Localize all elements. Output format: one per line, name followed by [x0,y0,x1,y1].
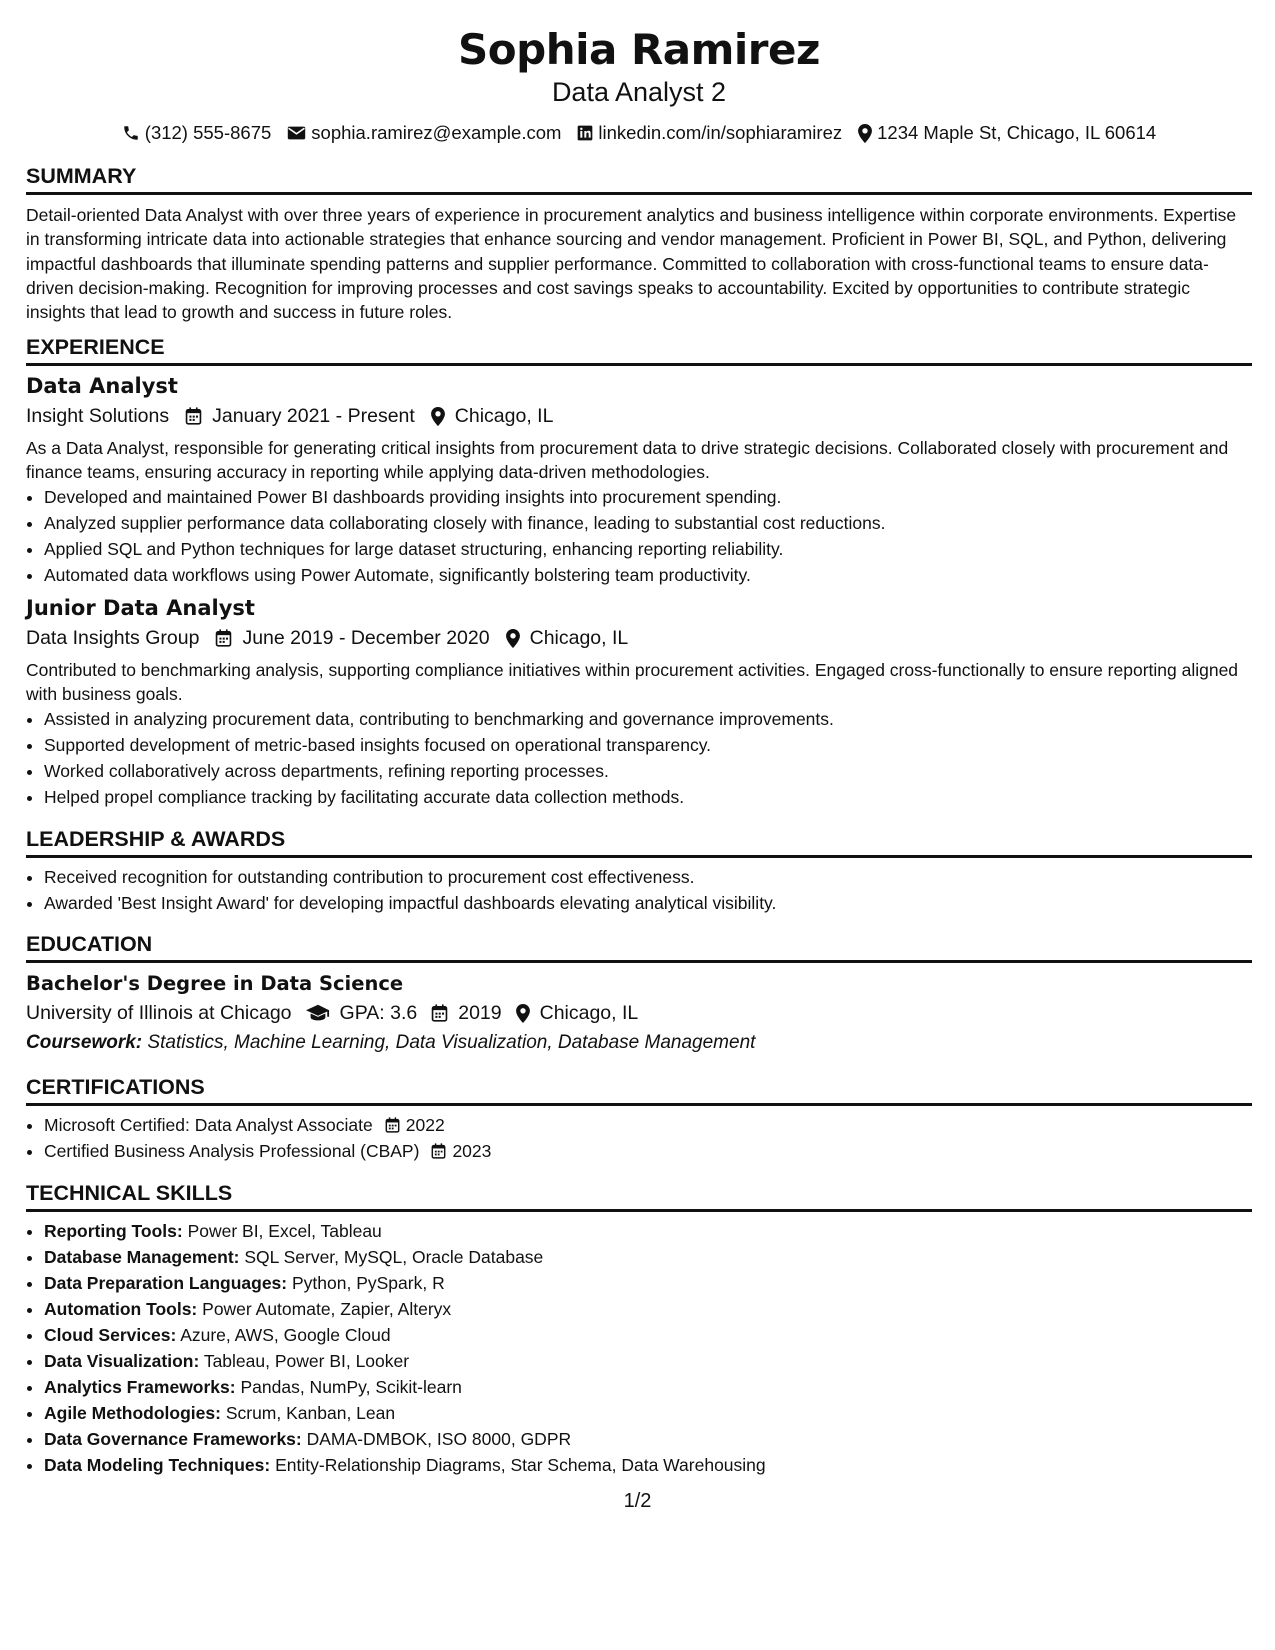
education-meta [26,999,1252,1027]
job-dates: June 2019 - December 2020 [242,627,490,649]
leadership-section [26,825,1252,916]
list-item: • Awarded 'Best Insight Award' for developing impactful dashboards elevating analytical visibility. [44,890,1252,916]
certification-name: • Certified Business Analysis Professional (CBAP) [44,1141,420,1161]
list-item [44,1374,1252,1400]
calendar-icon [431,1143,446,1159]
skill-label: Reporting Tools: [44,1221,183,1241]
resume-header [26,24,1252,145]
summary-section [26,162,1252,324]
job-bullets [26,706,1252,810]
skill-label: Data Governance Frameworks: [44,1429,302,1449]
education-section [26,930,1252,1057]
contact-email[interactable] [287,122,561,144]
list-item [44,1138,1252,1164]
summary-text: Detail-oriented Data Analyst with over three years of experience in procurement analytics and business intelligence within corporate environments. Expertise in transforming intricate data into actionable strategies that enhance sourcing and vendor management. Proficient in Power BI, SQL, and Python, delivering impactful dashboards that illuminate spending patterns and supplier performance. Committed to collaboration with cross-functional teams to ensure data-driven decision-making. Recognition for improving processes and cost savings speaks to accountability. Excited by opportunities to contribute strategic insights that lead to growth and success in future roles. [26,205,1237,323]
job-entry [26,594,1252,810]
section-title: CERTIFICATIONS [26,1073,1252,1106]
list-item: • Received recognition for outstanding contribution to procurement cost effectiveness. [44,864,1252,890]
list-item: • Assisted in analyzing procurement data, contributing to benchmarking and governance improvements. [44,706,1252,732]
coursework-line [26,1029,1252,1057]
section-title: EDUCATION [26,930,1252,963]
job-title: Junior Data Analyst [26,596,255,620]
phone-icon [122,124,140,142]
skill-list [26,1218,1252,1478]
linkedin-icon [577,125,593,141]
calendar-icon [431,1004,448,1022]
graduation-cap-icon [306,1004,330,1022]
skill-label: Cloud Services: [44,1325,177,1345]
skill-value: Scrum, Kanban, Lean [225,1403,396,1423]
section-title: EXPERIENCE [26,333,1252,366]
list-item [44,1452,1252,1478]
list-item [44,1348,1252,1374]
skill-value: Entity-Relationship Diagrams, Star Schema, Data Warehousing [275,1455,766,1475]
email-link[interactable]: sophia.ramirez@example.com [311,122,562,143]
map-pin-icon [516,1004,530,1023]
skill-value: Pandas, NumPy, Scikit-learn [240,1377,462,1397]
experience-section [26,333,1252,810]
contact-address [858,122,1156,144]
skill-label: Automation Tools: [44,1299,198,1319]
certifications-section [26,1073,1252,1164]
skill-value: Python, PySpark, R [292,1273,445,1293]
job-description: Contributed to benchmarking analysis, supporting compliance initiatives within procurement activities. Engaged cross-functionally to ensure reporting aligned with business goals. [26,660,1239,704]
award-list [26,864,1252,916]
job-meta [26,402,1252,430]
phone-text: (312) 555-8675 [144,122,272,143]
skill-value: Power Automate, Zapier, Alteryx [202,1299,452,1319]
skill-value: Power BI, Excel, Tableau [187,1221,382,1241]
skill-label: Data Visualization: [44,1351,200,1371]
job-description: As a Data Analyst, responsible for generating critical insights from procurement data to drive strategic decisions. Collaborated closely with procurement and finance teams, ensuring accuracy in reporting while applying data-driven methodologies. [26,438,1229,482]
contact-phone [122,122,272,144]
certification-list [26,1112,1252,1164]
list-item [44,1244,1252,1270]
skill-label: Analytics Frameworks: [44,1377,236,1397]
section-title: LEADERSHIP & AWARDS [26,825,1252,858]
coursework-label: Coursework: [26,1032,143,1053]
candidate-name: Sophia Ramirez [458,25,820,74]
linkedin-link[interactable]: linkedin.com/in/sophiaramirez [598,122,843,143]
page-number: 1/2 [623,1490,652,1512]
map-pin-icon [858,124,872,143]
map-pin-icon [506,629,520,648]
list-item: • Supported development of metric-based insights focused on operational transparency. [44,732,1252,758]
job-title: Data Analyst [26,374,178,398]
skill-value: SQL Server, MySQL, Oracle Database [244,1247,544,1267]
contact-bar [26,121,1252,145]
list-item: • Analyzed supplier performance data collaborating closely with finance, leading to substantial cost reductions. [44,510,1252,536]
certification-name: • Microsoft Certified: Data Analyst Associate [44,1115,373,1135]
list-item [44,1322,1252,1348]
job-entry [26,372,1252,588]
coursework-text: Statistics, Machine Learning, Data Visualization, Database Management [147,1032,756,1053]
skill-label: Database Management: [44,1247,240,1267]
company-name: Insight Solutions [26,405,170,427]
candidate-role: Data Analyst 2 [551,77,727,107]
certification-year: 2023 [452,1141,492,1161]
company-name: Data Insights Group [26,627,200,649]
list-item [44,1112,1252,1138]
job-dates: January 2021 - Present [212,405,415,427]
job-location: Chicago, IL [529,627,629,649]
section-title: SUMMARY [26,162,1252,195]
list-item: • Worked collaboratively across departments, refining reporting processes. [44,758,1252,784]
resume-page [26,0,1252,1475]
list-item [44,1426,1252,1452]
contact-linkedin[interactable] [577,122,842,144]
school-location: Chicago, IL [539,1002,639,1024]
skill-label: Data Modeling Techniques: [44,1455,271,1475]
list-item: • Applied SQL and Python techniques for large dataset structuring, enhancing reporting reliability. [44,536,1252,562]
address-text: 1234 Maple St, Chicago, IL 60614 [877,122,1157,143]
skills-section [26,1179,1252,1478]
list-item [44,1400,1252,1426]
list-item [44,1218,1252,1244]
skill-label: Data Preparation Languages: [44,1273,288,1293]
gpa-text: GPA: 3.6 [339,1002,418,1024]
list-item: • Developed and maintained Power BI dashboards providing insights into procurement spending. [44,484,1252,510]
list-item [44,1296,1252,1322]
skill-value: DAMA-DMBOK, ISO 8000, GDPR [306,1429,572,1449]
list-item [44,1270,1252,1296]
job-bullets [26,484,1252,588]
job-meta [26,624,1252,652]
list-item: • Helped propel compliance tracking by facilitating accurate data collection methods. [44,784,1252,810]
degree-title: Bachelor's Degree in Data Science [26,972,404,995]
section-title: TECHNICAL SKILLS [26,1179,1252,1212]
school-name: University of Illinois at Chicago [26,1002,292,1024]
calendar-icon [215,629,232,647]
skill-value: Tableau, Power BI, Looker [203,1351,410,1371]
envelope-icon [287,125,306,141]
list-item: • Automated data workflows using Power Automate, significantly bolstering team productivity. [44,562,1252,588]
job-location: Chicago, IL [454,405,554,427]
calendar-icon [385,1117,400,1133]
graduation-year: 2019 [458,1002,502,1024]
skill-label: Agile Methodologies: [44,1403,221,1423]
certification-year: 2022 [405,1115,445,1135]
map-pin-icon [431,407,445,426]
skill-value: Azure, AWS, Google Cloud [180,1325,391,1345]
calendar-icon [185,407,202,425]
